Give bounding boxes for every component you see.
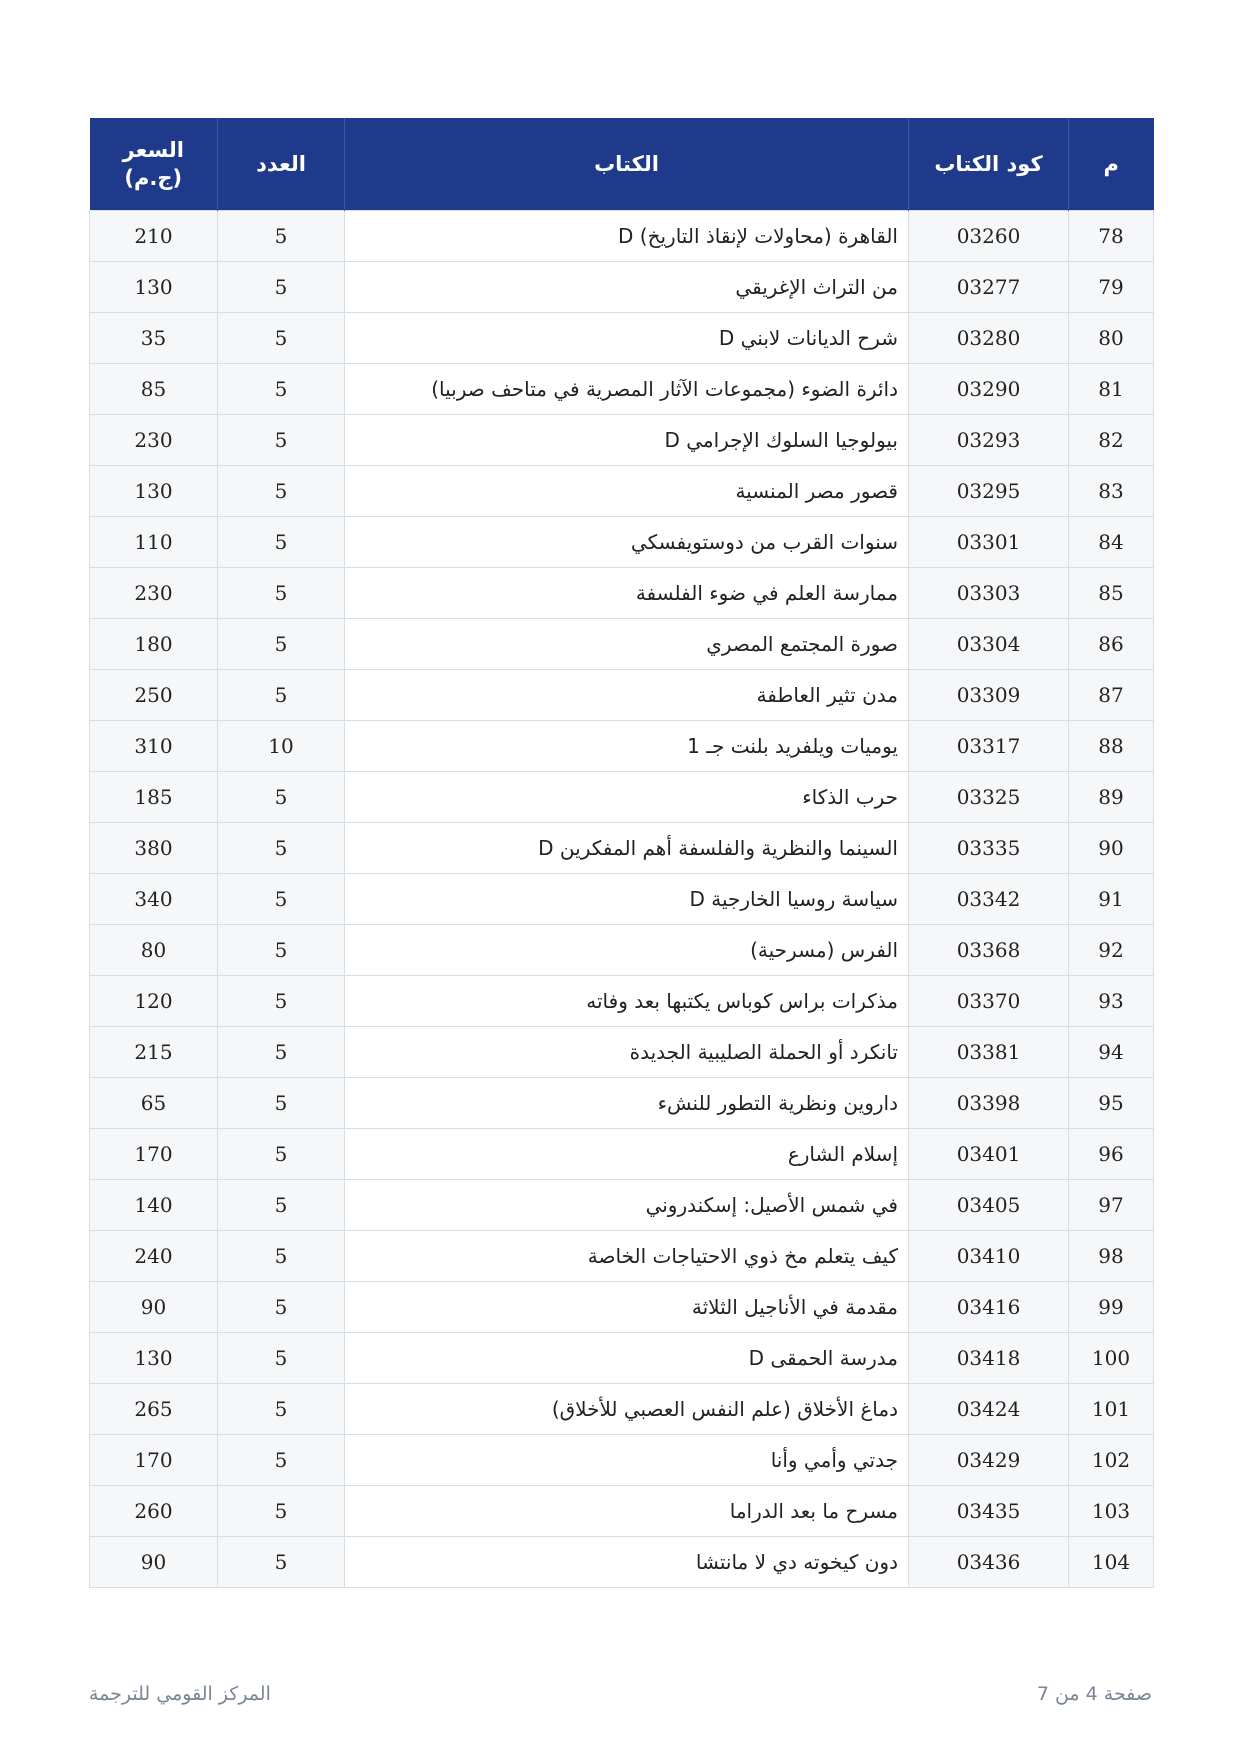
table-row bbox=[90, 823, 1154, 874]
table-row bbox=[90, 364, 1154, 415]
table-row bbox=[90, 466, 1154, 517]
book-quantity: 5 bbox=[218, 619, 345, 670]
header-title: الكتاب bbox=[345, 118, 909, 211]
table-row bbox=[90, 568, 1154, 619]
table-row bbox=[90, 1384, 1154, 1435]
book-code: 03398 bbox=[909, 1078, 1069, 1129]
book-price: 230 bbox=[90, 415, 218, 466]
book-code: 03301 bbox=[909, 517, 1069, 568]
table-row bbox=[90, 1333, 1154, 1384]
book-title: دون كيخوته دي لا مانتشا bbox=[345, 1537, 909, 1588]
book-code: 03424 bbox=[909, 1384, 1069, 1435]
header-price bbox=[90, 118, 218, 211]
book-code: 03368 bbox=[909, 925, 1069, 976]
table-row bbox=[90, 721, 1154, 772]
book-quantity: 5 bbox=[218, 1180, 345, 1231]
book-quantity: 5 bbox=[218, 772, 345, 823]
book-quantity: 5 bbox=[218, 517, 345, 568]
book-price: 90 bbox=[90, 1282, 218, 1333]
book-title: السينما والنظرية والفلسفة أهم المفكرين D bbox=[345, 823, 909, 874]
row-number: 91 bbox=[1069, 874, 1154, 925]
book-price: 130 bbox=[90, 466, 218, 517]
header-qty: العدد bbox=[218, 118, 345, 211]
book-price: 210 bbox=[90, 211, 218, 262]
book-title: قصور مصر المنسية bbox=[345, 466, 909, 517]
book-quantity: 5 bbox=[218, 466, 345, 517]
book-price: 90 bbox=[90, 1537, 218, 1588]
book-title: مقدمة في الأناجيل الثلاثة bbox=[345, 1282, 909, 1333]
table-row bbox=[90, 211, 1154, 262]
book-price: 130 bbox=[90, 262, 218, 313]
table-row bbox=[90, 1078, 1154, 1129]
organization-name: المركز القومي للترجمة bbox=[89, 1683, 271, 1705]
book-price: 110 bbox=[90, 517, 218, 568]
book-title: مذكرات براس كوباس يكتبها بعد وفاته bbox=[345, 976, 909, 1027]
book-title: سنوات القرب من دوستويفسكي bbox=[345, 517, 909, 568]
book-price: 265 bbox=[90, 1384, 218, 1435]
row-number: 84 bbox=[1069, 517, 1154, 568]
row-number: 93 bbox=[1069, 976, 1154, 1027]
book-title: يوميات ويلفريد بلنت جـ 1 bbox=[345, 721, 909, 772]
book-price: 170 bbox=[90, 1435, 218, 1486]
book-title: كيف يتعلم مخ ذوي الاحتياجات الخاصة bbox=[345, 1231, 909, 1282]
row-number: 98 bbox=[1069, 1231, 1154, 1282]
table-row bbox=[90, 925, 1154, 976]
table-row bbox=[90, 1180, 1154, 1231]
book-code: 03303 bbox=[909, 568, 1069, 619]
table-row bbox=[90, 1027, 1154, 1078]
book-price: 80 bbox=[90, 925, 218, 976]
book-quantity: 5 bbox=[218, 364, 345, 415]
row-number: 80 bbox=[1069, 313, 1154, 364]
table-row bbox=[90, 1231, 1154, 1282]
book-title: في شمس الأصيل: إسكندروني bbox=[345, 1180, 909, 1231]
book-code: 03342 bbox=[909, 874, 1069, 925]
book-code: 03304 bbox=[909, 619, 1069, 670]
row-number: 87 bbox=[1069, 670, 1154, 721]
book-quantity: 5 bbox=[218, 1537, 345, 1588]
book-quantity: 5 bbox=[218, 670, 345, 721]
book-title: جدتي وأمي وأنا bbox=[345, 1435, 909, 1486]
book-price: 185 bbox=[90, 772, 218, 823]
book-title: دماغ الأخلاق (علم النفس العصبي للأخلاق) bbox=[345, 1384, 909, 1435]
book-code: 03436 bbox=[909, 1537, 1069, 1588]
row-number: 79 bbox=[1069, 262, 1154, 313]
table-row bbox=[90, 772, 1154, 823]
book-price: 170 bbox=[90, 1129, 218, 1180]
book-price: 310 bbox=[90, 721, 218, 772]
book-code: 03293 bbox=[909, 415, 1069, 466]
page-number-label: صفحة 4 من 7 bbox=[1036, 1683, 1152, 1705]
book-code: 03335 bbox=[909, 823, 1069, 874]
books-table bbox=[89, 118, 1154, 1588]
book-title: حرب الذكاء bbox=[345, 772, 909, 823]
book-quantity: 5 bbox=[218, 211, 345, 262]
book-code: 03309 bbox=[909, 670, 1069, 721]
row-number: 100 bbox=[1069, 1333, 1154, 1384]
row-number: 101 bbox=[1069, 1384, 1154, 1435]
book-quantity: 5 bbox=[218, 1333, 345, 1384]
book-price: 230 bbox=[90, 568, 218, 619]
book-quantity: 5 bbox=[218, 1486, 345, 1537]
row-number: 90 bbox=[1069, 823, 1154, 874]
book-title: الفرس (مسرحية) bbox=[345, 925, 909, 976]
book-code: 03277 bbox=[909, 262, 1069, 313]
book-code: 03416 bbox=[909, 1282, 1069, 1333]
row-number: 95 bbox=[1069, 1078, 1154, 1129]
book-quantity: 5 bbox=[218, 925, 345, 976]
table-row bbox=[90, 262, 1154, 313]
book-price: 250 bbox=[90, 670, 218, 721]
book-quantity: 5 bbox=[218, 976, 345, 1027]
book-quantity: 5 bbox=[218, 1231, 345, 1282]
row-number: 104 bbox=[1069, 1537, 1154, 1588]
book-title: صورة المجتمع المصري bbox=[345, 619, 909, 670]
book-title: دائرة الضوء (مجموعات الآثار المصرية في متاحف صربيا) bbox=[345, 364, 909, 415]
book-code: 03290 bbox=[909, 364, 1069, 415]
row-number: 102 bbox=[1069, 1435, 1154, 1486]
book-title: مسرح ما بعد الدراما bbox=[345, 1486, 909, 1537]
table-row bbox=[90, 1486, 1154, 1537]
book-quantity: 5 bbox=[218, 1129, 345, 1180]
book-quantity: 5 bbox=[218, 1384, 345, 1435]
header-code: كود الكتاب bbox=[909, 118, 1069, 211]
book-price: 35 bbox=[90, 313, 218, 364]
row-number: 96 bbox=[1069, 1129, 1154, 1180]
table-row bbox=[90, 517, 1154, 568]
book-price: 130 bbox=[90, 1333, 218, 1384]
book-title: بيولوجيا السلوك الإجرامي D bbox=[345, 415, 909, 466]
header-price-line2: (ج.م) bbox=[124, 166, 183, 190]
table-row bbox=[90, 874, 1154, 925]
book-code: 03317 bbox=[909, 721, 1069, 772]
book-price: 180 bbox=[90, 619, 218, 670]
row-number: 97 bbox=[1069, 1180, 1154, 1231]
header-price-line1: السعر bbox=[122, 137, 184, 162]
book-quantity: 10 bbox=[218, 721, 345, 772]
table-header-row bbox=[90, 118, 1154, 211]
row-number: 92 bbox=[1069, 925, 1154, 976]
book-code: 03405 bbox=[909, 1180, 1069, 1231]
book-price: 380 bbox=[90, 823, 218, 874]
table-row bbox=[90, 1129, 1154, 1180]
book-price: 340 bbox=[90, 874, 218, 925]
book-title: ممارسة العلم في ضوء الفلسفة bbox=[345, 568, 909, 619]
book-quantity: 5 bbox=[218, 1282, 345, 1333]
book-code: 03295 bbox=[909, 466, 1069, 517]
book-code: 03435 bbox=[909, 1486, 1069, 1537]
book-price: 120 bbox=[90, 976, 218, 1027]
book-code: 03418 bbox=[909, 1333, 1069, 1384]
book-price: 140 bbox=[90, 1180, 218, 1231]
row-number: 85 bbox=[1069, 568, 1154, 619]
table-row bbox=[90, 1435, 1154, 1486]
table-row bbox=[90, 976, 1154, 1027]
table-row bbox=[90, 670, 1154, 721]
row-number: 94 bbox=[1069, 1027, 1154, 1078]
table-row bbox=[90, 619, 1154, 670]
book-price: 260 bbox=[90, 1486, 218, 1537]
book-title: شرح الديانات لابني D bbox=[345, 313, 909, 364]
book-quantity: 5 bbox=[218, 874, 345, 925]
book-title: سياسة روسيا الخارجية D bbox=[345, 874, 909, 925]
book-title: إسلام الشارع bbox=[345, 1129, 909, 1180]
table-row bbox=[90, 415, 1154, 466]
book-price: 215 bbox=[90, 1027, 218, 1078]
book-quantity: 5 bbox=[218, 1435, 345, 1486]
book-code: 03410 bbox=[909, 1231, 1069, 1282]
book-code: 03280 bbox=[909, 313, 1069, 364]
book-code: 03429 bbox=[909, 1435, 1069, 1486]
book-code: 03381 bbox=[909, 1027, 1069, 1078]
row-number: 99 bbox=[1069, 1282, 1154, 1333]
book-title: داروين ونظرية التطور للنشء bbox=[345, 1078, 909, 1129]
book-price: 65 bbox=[90, 1078, 218, 1129]
table-row bbox=[90, 313, 1154, 364]
book-title: مدن تثير العاطفة bbox=[345, 670, 909, 721]
book-title: مدرسة الحمقى D bbox=[345, 1333, 909, 1384]
header-num: م bbox=[1069, 118, 1154, 211]
book-code: 03401 bbox=[909, 1129, 1069, 1180]
row-number: 88 bbox=[1069, 721, 1154, 772]
book-code: 03325 bbox=[909, 772, 1069, 823]
book-code: 03370 bbox=[909, 976, 1069, 1027]
book-quantity: 5 bbox=[218, 262, 345, 313]
row-number: 83 bbox=[1069, 466, 1154, 517]
book-quantity: 5 bbox=[218, 1027, 345, 1078]
book-price: 85 bbox=[90, 364, 218, 415]
book-title: القاهرة (محاولات لإنقاذ التاريخ) D bbox=[345, 211, 909, 262]
book-quantity: 5 bbox=[218, 313, 345, 364]
book-quantity: 5 bbox=[218, 1078, 345, 1129]
row-number: 78 bbox=[1069, 211, 1154, 262]
table-row bbox=[90, 1282, 1154, 1333]
book-code: 03260 bbox=[909, 211, 1069, 262]
book-price: 240 bbox=[90, 1231, 218, 1282]
row-number: 81 bbox=[1069, 364, 1154, 415]
book-quantity: 5 bbox=[218, 415, 345, 466]
book-title: تانكرد أو الحملة الصليبية الجديدة bbox=[345, 1027, 909, 1078]
row-number: 82 bbox=[1069, 415, 1154, 466]
book-quantity: 5 bbox=[218, 568, 345, 619]
row-number: 103 bbox=[1069, 1486, 1154, 1537]
row-number: 86 bbox=[1069, 619, 1154, 670]
row-number: 89 bbox=[1069, 772, 1154, 823]
table-row bbox=[90, 1537, 1154, 1588]
book-quantity: 5 bbox=[218, 823, 345, 874]
book-title: من التراث الإغريقي bbox=[345, 262, 909, 313]
